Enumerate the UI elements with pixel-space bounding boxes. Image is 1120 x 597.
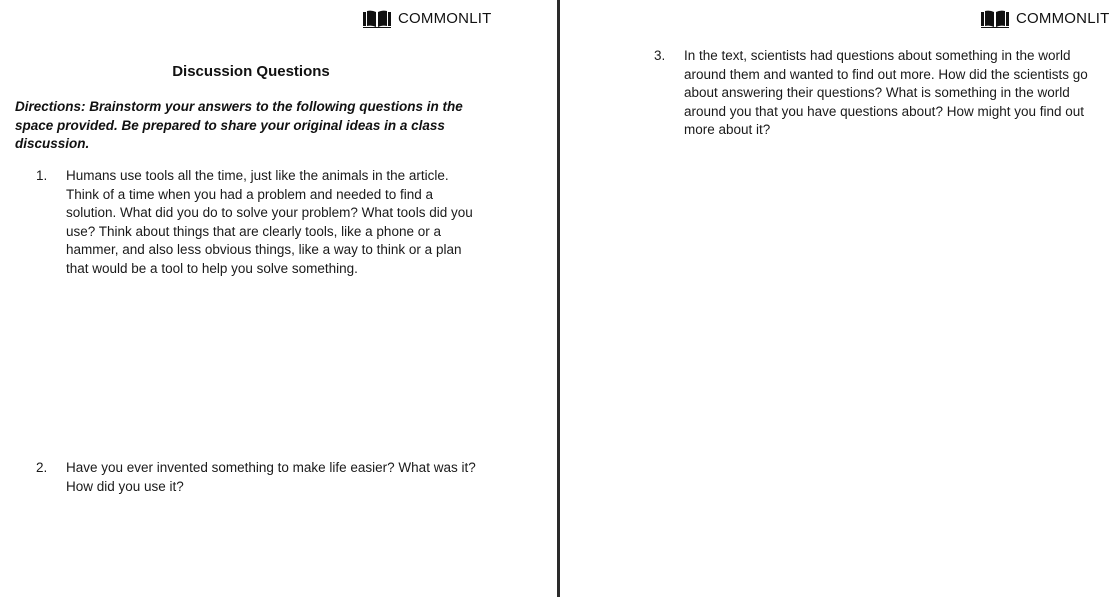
brand-name-part2: LIT (469, 10, 492, 27)
page-left (0, 0, 558, 597)
question-1 (36, 167, 480, 278)
brand-name (398, 9, 491, 29)
brand-name-part1: COMMON (398, 10, 470, 27)
question-number: 2. (36, 460, 48, 475)
open-book-icon (980, 9, 1010, 29)
brand-name (1016, 9, 1109, 29)
page-right (561, 0, 1120, 597)
directions-text: Directions: Brainstorm your answers to the following questions in the space provided. Be prepared to share your original ideas in a class discussion. (15, 99, 463, 151)
commonlit-logo (980, 9, 1109, 29)
question-number: 3. (654, 48, 666, 63)
brand-name-part1: COMMON (1016, 10, 1088, 27)
commonlit-logo (362, 9, 491, 29)
question-text: In the text, scientists had questions about something in the world around them and wanted to find out more. How did the scientists go about answering their questions? What is something in the world around you that you have questions about? How might you find out more about it? (684, 48, 1088, 137)
page-divider (557, 0, 560, 597)
open-book-icon (362, 9, 392, 29)
page-title: Discussion Questions (172, 63, 330, 80)
question-2 (36, 459, 480, 496)
question-text: Humans use tools all the time, just like the animals in the article. Think of a time when you had a problem and needed to find a solution. What did you do to solve your problem? What tools did you use? Think about things that are clearly tools, like a phone or a hammer, and also less obvious things, like a way to think or a plan that would be a tool to help you solve something. (66, 168, 473, 276)
question-text: Have you ever invented something to make life easier? What was it? How did you use it? (66, 460, 476, 494)
question-3 (654, 47, 1104, 140)
question-number: 1. (36, 168, 48, 183)
brand-name-part2: LIT (1087, 10, 1110, 27)
